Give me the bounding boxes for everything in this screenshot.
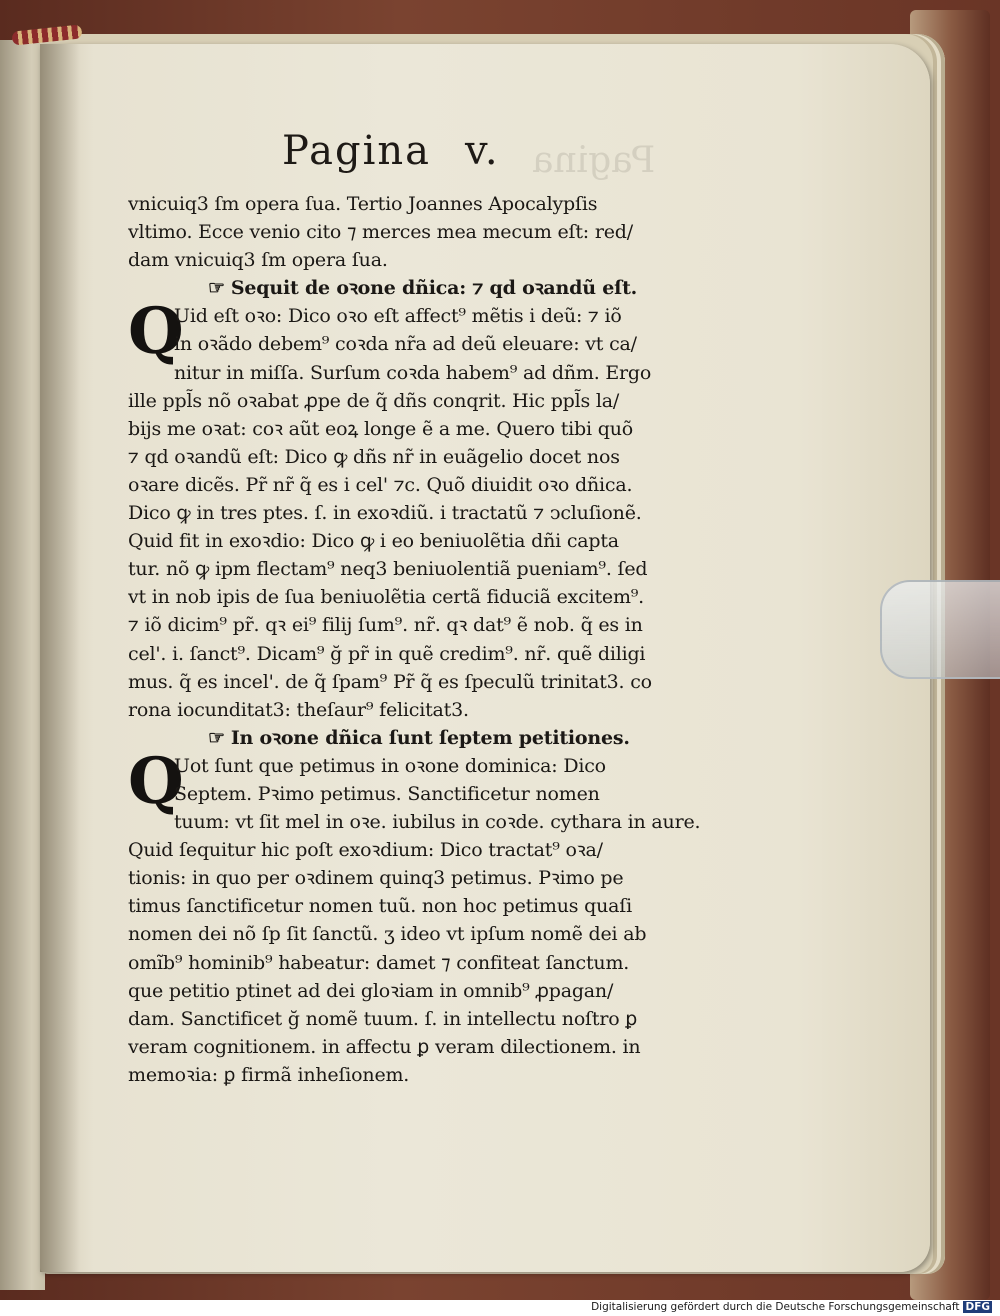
text-line: ⁊ qd oꝛandũ eſt: Dico ꝙ dñs nr̃ in euãgelio docet nos (128, 445, 620, 468)
text-line: nitur in miſſa. Surſum coꝛda habem⁹ ad dñm. Ergo (174, 361, 652, 384)
text-line: tuum: vt ſit mel in oꝛe. iubilus in coꝛde. cythara in aure. (174, 811, 701, 834)
section-heading (128, 724, 718, 752)
text-line: veram cognitionem. in affectu ꝑ veram dilectionem. in (128, 1035, 641, 1058)
running-header (282, 128, 500, 174)
text-line: Dico ꝙ in tres ptes. ſ. in exoꝛdiũ. i tractatũ ⁊ ↄcluſionẽ. (128, 502, 642, 525)
manicule-icon: ☞ (208, 726, 225, 749)
text-line: rona iocunditat3: theſaur⁹ felicitat3. (128, 698, 469, 721)
text-line: cel'. i. ſanct⁹. Dicam⁹ ğ pr̃ in quẽ credim⁹. nr̃. quẽ diligi (128, 642, 646, 665)
manicule-icon: ☞ (208, 277, 225, 300)
text-line: dam vnicuiq3 ſm opera ſua. (128, 249, 388, 272)
header-title: Pagina (282, 128, 431, 174)
text-block (128, 190, 718, 1089)
text-line: vnicuiq3 ſm opera ſua. Tertio Joannes Apocalypſis (128, 193, 598, 215)
text-line: omĩb⁹ hominib⁹ habeatur: damet ⁊ confiteat ſanctum. (128, 951, 630, 974)
text-line: Septem. Pꝛimo petimus. Sanctificetur nomen (174, 782, 600, 805)
funding-credit (591, 1301, 992, 1313)
initial-letter: Q (128, 743, 184, 819)
folio-number: v. (464, 128, 500, 174)
text-line: ille ppl̃s nõ oꝛabat ꝓpe de q̃ dñs conqrit. Hic ppl̃s la/ (128, 389, 620, 412)
text-line: memoꝛia: ꝑ firmã inheſionem. (128, 1063, 410, 1086)
initial-letter: Q (128, 294, 184, 370)
text-line: nomen dei nõ ſp ſit ſanctũ. ʒ ideo vt ipſum nomẽ dei ab (128, 923, 647, 946)
text-line: oꝛare dicẽs. Pr̃ nr̃ q̃ es i cel' ⁊c. Quõ diuidit oꝛo dñica. (128, 473, 633, 496)
heading-text: Sequit de oꝛone dñica: ⁊ qd oꝛandũ eſt. (230, 277, 638, 300)
dfg-logo: DFG (965, 1301, 990, 1313)
text-line: vt in nob ipis de ſua beniuolẽtia certã fiduciã excitem⁹. (128, 586, 645, 609)
bleed-through-text: Pagina (532, 140, 656, 181)
text-line: Uid eſt oꝛo: Dico oꝛo eſt affect⁹ mẽtis i deũ: ⁊ iõ (174, 305, 622, 328)
text-line: que petitio ptinet ad dei gloꝛiam in omnib⁹ ꝓpagan/ (128, 979, 614, 1002)
text-line: mus. q̃ es incel'. de q̃ ſpam⁹ Pr̃ q̃ es ſpeculũ trinitat3. co (128, 670, 652, 693)
text-line: ⁊ iõ dicim⁹ pr̃. qꝛ ei⁹ filij ſum⁹. nr̃. qꝛ dat⁹ ẽ nob. q̃ es in (128, 614, 643, 637)
credit-text: Digitalisierung gefördert durch die Deutsche Forschungsgemeinschaft (591, 1301, 960, 1313)
text-line: Quid ſequitur hic poſt exoꝛdium: Dico tractat⁹ oꝛa/ (128, 839, 603, 862)
text-line: vltimo. Ecce venio cito ⁊ merces mea mecum eſt: red/ (128, 221, 633, 244)
text-line: tionis: in quo per oꝛdinem quinq3 petimus. Pꝛimo pe (128, 867, 624, 890)
text-line: tur. nõ ꝙ ipm flectam⁹ neq3 beniuolentiã pueniam⁹. ſed (128, 558, 648, 581)
text-line: in oꝛãdo debem⁹ coꝛda nr̃a ad deũ eleuare: vt ca/ (174, 333, 637, 356)
text-line: timus ſanctificetur nomen tuũ. non hoc petimus quaſi (128, 895, 633, 918)
heading-text: In oꝛone dñica ſunt ſeptem petitiones. (230, 726, 630, 749)
text-line: Uot ſunt que petimus in oꝛone dominica: Dico (174, 754, 606, 777)
text-line: dam. Sanctificet ğ nomẽ tuum. ſ. in intellectu noſtro ꝑ (128, 1007, 638, 1030)
section-heading (128, 274, 718, 302)
text-line: bijs me oꝛat: coꝛ aũt eoꝝ longe ẽ a me. Quero tibi quõ (128, 417, 633, 440)
text-line: Quid fit in exoꝛdio: Dico ꝙ i eo beniuolẽtia dñi capta (128, 530, 619, 553)
